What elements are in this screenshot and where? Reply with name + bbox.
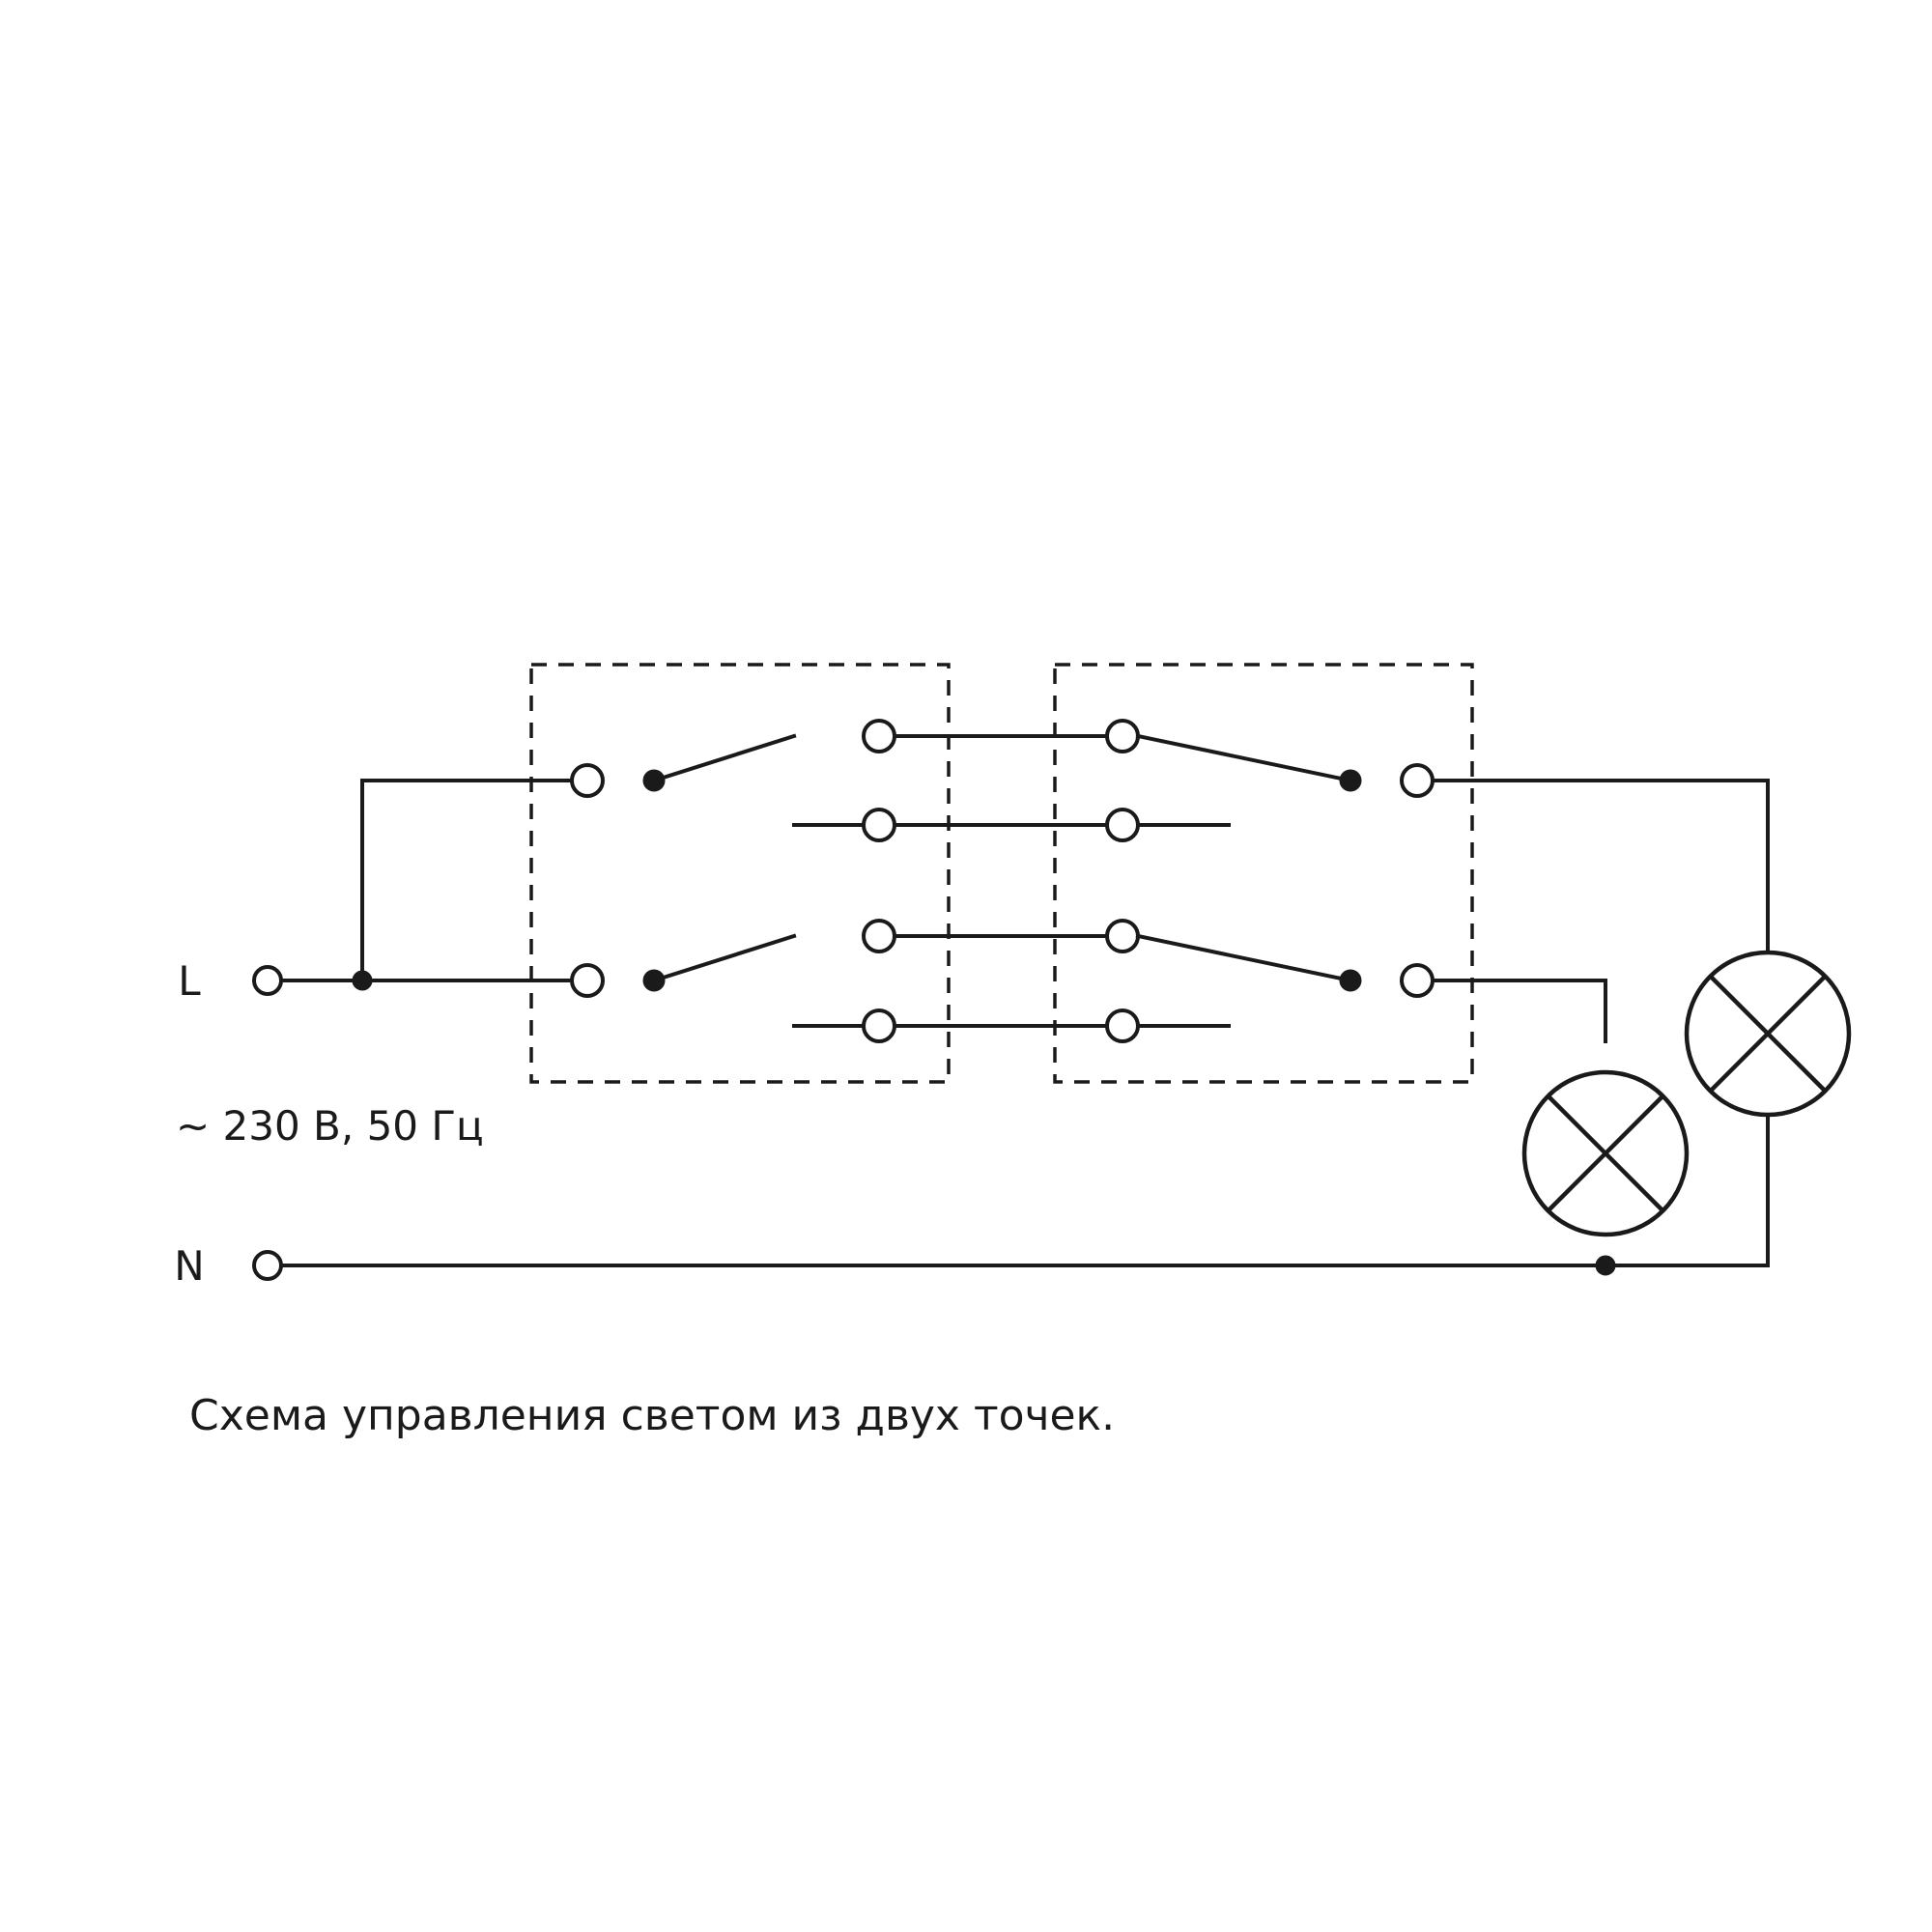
label-neutral-N: N bbox=[174, 1242, 205, 1290]
lamp-2[interactable] bbox=[1687, 952, 1849, 1115]
lamp-1[interactable] bbox=[1524, 1072, 1687, 1235]
terminal-right-lower-traveler-2[interactable] bbox=[1107, 1010, 1138, 1041]
blade-left-lower[interactable] bbox=[654, 936, 794, 980]
label-line-L: L bbox=[178, 957, 201, 1005]
pivot-right-upper bbox=[1341, 771, 1360, 790]
terminal-left-lower-traveler-1[interactable] bbox=[864, 921, 895, 952]
label-supply-spec: ~ 230 В, 50 Гц bbox=[176, 1102, 484, 1150]
diagram-caption: Схема управления светом из двух точек. bbox=[189, 1391, 1116, 1440]
terminal-right-lower-common[interactable] bbox=[1402, 965, 1433, 996]
terminal-right-lower-traveler-1[interactable] bbox=[1107, 921, 1138, 952]
terminal-left-lower-traveler-2[interactable] bbox=[864, 1010, 895, 1041]
terminal-left-upper-traveler-1[interactable] bbox=[864, 721, 895, 752]
terminal-line-L[interactable] bbox=[254, 967, 281, 994]
terminal-right-upper-traveler-1[interactable] bbox=[1107, 721, 1138, 752]
terminal-right-upper-common[interactable] bbox=[1402, 765, 1433, 796]
junction-dot-neutral bbox=[1597, 1257, 1614, 1274]
terminal-left-upper-traveler-2[interactable] bbox=[864, 810, 895, 840]
blade-right-lower[interactable] bbox=[1138, 936, 1350, 980]
blade-right-upper[interactable] bbox=[1138, 736, 1350, 781]
terminal-left-lower-common[interactable] bbox=[572, 965, 603, 996]
terminal-left-upper-common[interactable] bbox=[572, 765, 603, 796]
terminal-neutral-N[interactable] bbox=[254, 1252, 281, 1279]
blade-left-upper[interactable] bbox=[654, 736, 794, 781]
pivot-right-lower bbox=[1341, 971, 1360, 990]
junction-dot-line bbox=[354, 972, 371, 989]
terminal-right-upper-traveler-2[interactable] bbox=[1107, 810, 1138, 840]
